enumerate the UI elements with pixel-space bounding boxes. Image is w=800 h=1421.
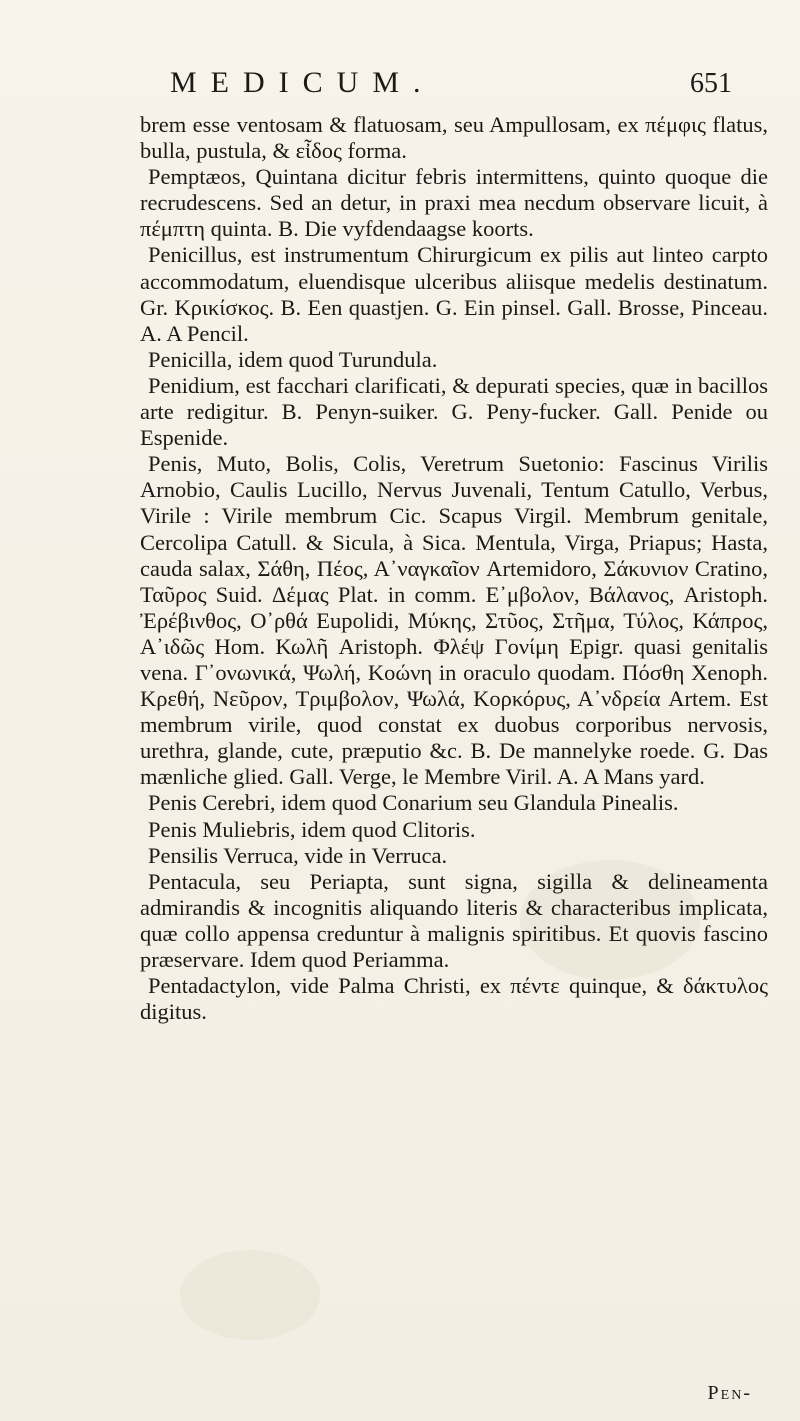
entry-penis-cerebri: Penis Cerebri, idem quod Conarium seu Glandula Pinealis.: [148, 790, 679, 816]
entry-penicilla: Penicilla, idem quod Turundula.: [148, 346, 438, 372]
body-text: [140, 112, 768, 1025]
entry-pemptaeos: Pemptæos, Quintana dicitur febris intermittens, quinto quoque die recrudescens. Sed an detur, in praxi mea necdum observare licuit, à πέμπτη quinta. B. Die vyfdendaagse koorts.: [140, 164, 768, 242]
entry-penidium: Penidium, est facchari clarificati, & depurati species, quæ in bacillos arte redigitur. B. Penyn-suiker. G. Peny-fucker. Gall. Penide ou Espenide.: [140, 372, 768, 451]
running-head: MEDICUM.: [170, 66, 435, 99]
entry-penis: Penis, Muto, Bolis, Colis, Veretrum Suetonio: Fascinus Virilis Arnobio, Caulis Lucillo, Nervus Juvenali, Tentum Catullo, Verbus, Virile : Virile membrum Cic. Scapus Virgil. Membrum genitale, Cercolipa Catull. & Sicula, à Sica. Mentula, Virga, Priapus; Hasta, cauda salax, Σάθη, Πέος, Α᾽ναγκαῖον Artemidoro, Σάκυνιον Cratino, Ταῦρος Suid. Δέμας Plat. in comm. Ε᾽μβολον, Βάλανος, Aristoph. Ἐρέβινθος, Ο᾽ρθά Eupolidi, Μύκης, Στῦος, Στῆμα, Τύλος, Κάπρος, Α᾽ιδῶς Hom. Κωλῆ Aristoph. Φλέψ Γονίμη Epigr. quasi genitalis vena. Γ᾽ονωνικά, Ψωλή, Κοώνη in oraculo quodam. Πόσθη Xenoph. Κρεθή, Νεῦρον, Τριμβολον, Ψωλά, Κορκόρυς, Α᾽νδρεία Artem. Est membrum virile, quod constat ex duobus corporibus nervosis, urethra, glande, cute, præputio &c. B. De mannelyke roede. G. Das mænliche glied. Gall. Verge, le Membre Viril. A. A Mans yard.: [140, 451, 768, 790]
page-header: [0, 66, 800, 106]
entry-penis-muliebris: Penis Muliebris, idem quod Clitoris.: [148, 816, 476, 842]
entry-pentacula: Pentacula, seu Periapta, sunt signa, sigilla & delineamenta admirandis & incognitis aliquando literis & characteribus implicata, quæ collo appensa creduntur à malignis spiritibus. Et quovis fascino præservare. Idem quod Periamma.: [140, 868, 768, 972]
entry-pensilis-verruca: Pensilis Verruca, vide in Verruca.: [148, 842, 448, 868]
paper-stain: [180, 1250, 320, 1340]
page-number: 651: [690, 68, 732, 99]
entry-continuation-ampullosam: brem esse ventosam & flatuosam, seu Ampullosam, ex πέμφις flatus, bulla, pustula, & εἶδος forma.: [140, 112, 768, 164]
entry-penicillus: Penicillus, est instrumentum Chirurgicum ex pilis aut linteo carpto accommodatum, eluendisque ulceribus aliisque medelis destinatum. Gr. Κρικίσκος. B. Een quastjen. G. Ein pinsel. Gall. Brosse, Pinceau. A. A Pencil.: [140, 242, 768, 346]
entry-pentadactylon: Pentadactylon, vide Palma Christi, ex πέντε quinque, & δάκτυλος digitus.: [140, 973, 768, 1025]
catchword: Pen-: [707, 1382, 752, 1404]
